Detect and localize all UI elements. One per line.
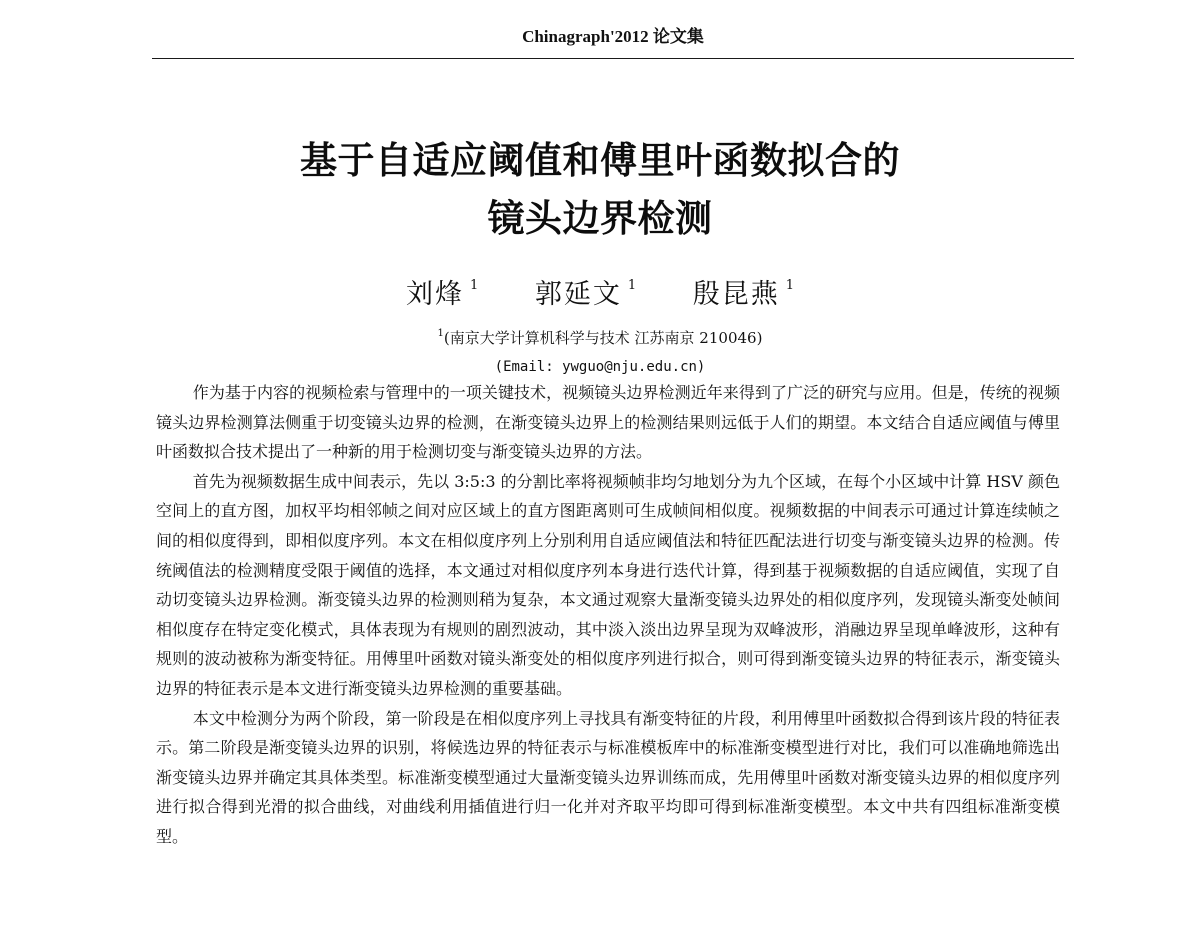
header-rule	[152, 58, 1074, 59]
author-name: 郭延文	[534, 279, 622, 310]
author-name: 殷昆燕	[692, 279, 780, 310]
author-3	[693, 268, 794, 313]
contact-email: (Email: ywguo@nju.edu.cn)	[494, 359, 706, 375]
affiliation	[0, 323, 1200, 349]
affiliation-text: (南京大学计算机科学与技术 江苏南京 210046)	[443, 329, 763, 347]
abstract-body	[156, 378, 1060, 852]
affiliation-mark: 1	[627, 278, 637, 293]
paragraph: 本文中检测分为两个阶段，第一阶段是在相似度序列上寻找具有渐变特征的片段，利用傅里叶函数拟合得到该片段的特征表示。第二阶段是渐变镜头边界的识别，将候选边界的特征表示与标准模板库中的标准渐变模型进行对比，我们可以准确地筛选出渐变镜头边界并确定其具体类型。标准渐变模型通过大量渐变镜头边界训练而成，先用傅里叶函数对渐变镜头边界的相似度序列进行拟合得到光滑的拟合曲线，对曲线利用插值进行归一化并对齐取平均即可得到标准渐变模型。本文中共有四组标准渐变模型。	[156, 708, 1060, 846]
author-name: 刘烽	[405, 279, 464, 310]
affiliation-mark: 1	[785, 278, 795, 293]
paragraph: 作为基于内容的视频检索与管理中的一项关键技术，视频镜头边界检测近年来得到了广泛的研究与应用。但是，传统的视频镜头边界检测算法侧重于切变镜头边界的检测，在渐变镜头边界上的检测结果则远低于人们的期望。本文结合自适应阈值与傅里叶函数拟合技术提出了一种新的用于检测切变与渐变镜头边界的方法。	[156, 383, 1060, 462]
paragraph: 首先为视频数据生成中间表示，先以 3:5:3 的分割比率将视频帧非均匀地划分为九个区域，在每个小区域中计算 HSV 颜色空间上的直方图，加权平均相邻帧之间对应区域上的直方图距离则可生成帧间相似度。视频数据的中间表示可通过计算连续帧之间的相似度得到，即相似度序列。本文在相似度序列上分别利用自适应阈值法和特征匹配法进行切变与渐变镜头边界的检测。传统阈值法的检测精度受限于阈值的选择，本文通过对相似度序列本身进行迭代计算，得到基于视频数据的自适应阈值，实现了自动切变镜头边界检测。渐变镜头边界的检测则稍为复杂，本文通过观察大量渐变镜头边界处的相似度序列，发现镜头渐变处帧间相似度存在特定变化模式，具体表现为有规则的剧烈波动，其中淡入淡出边界呈现为双峰波形，消融边界呈现单峰波形，这种有规则的波动被称为渐变特征。用傅里叶函数对镜头渐变处的相似度序列进行拟合，则可得到渐变镜头边界的特征表示，渐变镜头边界的特征表示是本文进行渐变镜头边界检测的重要基础。	[156, 471, 1060, 698]
running-header: Chinagraph'2012 论文集	[522, 27, 704, 46]
paper-title-line-2: 镜头边界检测	[487, 197, 713, 240]
affiliation-mark: 1	[437, 328, 444, 339]
paper-title-line-1: 基于自适应阈值和傅里叶函数拟合的	[300, 139, 900, 182]
author-1	[406, 268, 478, 313]
affiliation-mark: 1	[469, 278, 479, 293]
author-list	[0, 268, 1200, 313]
author-2	[535, 268, 636, 313]
